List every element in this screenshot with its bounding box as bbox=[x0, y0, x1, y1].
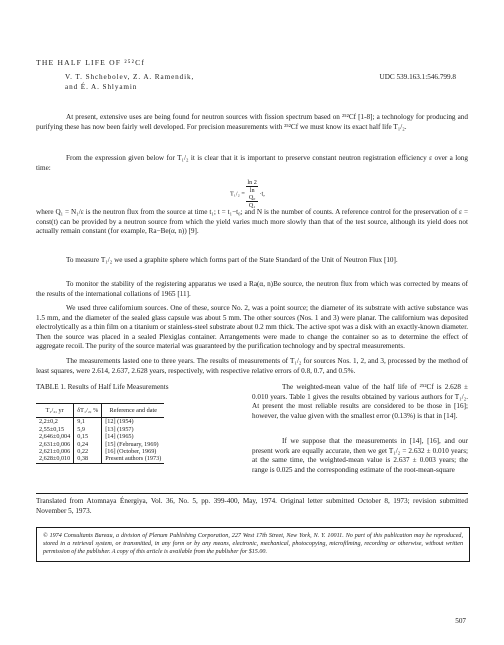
table-cell: 0,38 bbox=[74, 455, 102, 463]
table-cell: 5,9 bbox=[74, 426, 102, 433]
table-row bbox=[36, 433, 164, 440]
paragraph-intro: At present, extensive uses are being found for neutron sources with fission spectrum based on ²⁵²Cf [1-8]; a technology for producing and purifying these has now been fairly well developed. For precision measurements with ²⁵²Cf we must know its exact half life T₁/₂. bbox=[36, 113, 468, 131]
table-cell: 0,24 bbox=[74, 441, 102, 448]
table-header-cell: Reference and date bbox=[102, 404, 165, 418]
paragraph-where: where Q₁ = N₁/ε is the neutron flux from the source at time t₁; t = t₁−t₀; and N is the number of counts. A reference control for the preservation of ε = const(t) can be provided by a neutron source from which the yield varies much more slowly than that of the test source, although its yield does not actually remain constant (for example, Ra−Be(α, n)) [9]. bbox=[36, 208, 468, 236]
table-cell: [14] (1965) bbox=[102, 433, 165, 440]
table-cell: [13] (1957) bbox=[102, 426, 165, 433]
table-cell: 2,631±0,006 bbox=[39, 440, 71, 448]
table-header-cell: δT₁/₂, % bbox=[74, 404, 102, 418]
udc-code: UDC 539.163.1:546.799.8 bbox=[379, 73, 456, 81]
table-cell: 2,621±0,006 bbox=[39, 448, 71, 456]
table-header-row bbox=[36, 404, 164, 418]
paragraph-equal-accuracy: If we suppose that the measurements in [14], [16], and our present work are equally accurate, then we get T₁/₂ = 2.632 ± 0.010 years; at the same time, the weighted-mean value is 2.637 ± 0.003 years; the range is 0.025 and the corresponding estimate of the root-mean-square bbox=[252, 437, 468, 474]
authors-line-2: and É. A. Shlyamin bbox=[65, 82, 138, 91]
table-row bbox=[36, 418, 164, 426]
table-cell: [12] (1954) bbox=[102, 418, 165, 426]
formula-rhs: ·t, bbox=[259, 190, 265, 198]
paragraph-monitor: To monitor the stability of the registering apparatus we used a Ra(α, n)Be source, the neutron flux from which was corrected by means of the results of the international collations of 1965 [11]. bbox=[36, 280, 468, 298]
paragraph-weighted-mean: The weighted-mean value of the half life of ²⁵²Cf is 2.628 ± 0.010 years. Table 1 gives the results obtained by various authors for T₁/₂. At present the most reliable results are considered to be those in [16]; however, the value given with the smallest error (0.13%) is that in [14]. bbox=[252, 383, 468, 420]
formula-numerator: ln 2 bbox=[247, 179, 257, 186]
formula-den-prefix: ln bbox=[249, 187, 255, 194]
formula-denominator bbox=[246, 187, 257, 209]
paragraph-sources: We used three californium sources. One of these, source No. 2, was a point source; the diameter of its substrate with active substance was 1.5 mm, and the diameter of the sealed glass capsule was about 5 mm. The other sources (Nos. 1 and 3) were planar. The californium was deposited electrolytically as a thin film on a titanium or stainless-steel substrate about 0.2 mm thick. The active spot was a disk with an exactly-known diameter. Then the source was placed in a sealed Plexiglas container. Arrangements were made to change the container so as to determine the effect of aggregate recoil. The purity of the source material was guaranteed by the purification technology and by spectral measurements. bbox=[36, 304, 469, 351]
authors-line-1: V. T. Shchebolev, Z. A. Ramendik, bbox=[65, 73, 195, 81]
formula-flux-q1: Q₁ bbox=[248, 202, 256, 209]
table-cell: 2,628±0,010 bbox=[36, 455, 74, 463]
table-cell: 2,2±0,2 bbox=[39, 418, 58, 426]
footnote-divider bbox=[36, 493, 468, 494]
half-life-table bbox=[36, 403, 164, 464]
paragraph-measurements: The measurements lasted one to three years. The results of measurements of T₁/₂ for sources Nos. 1, 2, and 3, processed by the method of least squares, were 2.614, 2.637, 2.628 years, respectively, with respective relative errors of 0.8, 0.7, and 0.5%. bbox=[36, 357, 468, 375]
table-cell: 2,55±0,15 bbox=[39, 425, 65, 433]
translation-note: Translated from Atomnaya Énergiya, Vol. 36, No. 5, pp. 399-400, May, 1974. Original letter submitted October 8, 1973; revision submitted November 5, 1973. bbox=[36, 497, 468, 515]
page-number: 507 bbox=[455, 617, 466, 625]
copyright-text: © 1974 Consultants Bureau, a division of Plenum Publishing Corporation, 227 West 17th Street, New York, N. Y. 10011. No part of this publication may be reproduced, stored in a retrieval system, or transmitted, in any form or by any means, electronic, mechanical, photocopying, microfilming, recording or otherwise, without written permission of the publisher. A copy of this article is available from the publisher for $15.00. bbox=[43, 533, 463, 555]
table-cell: 0,22 bbox=[74, 448, 102, 455]
table-cell: 2,646±0,004 bbox=[39, 433, 71, 441]
formula-fraction bbox=[246, 179, 257, 209]
table-row bbox=[36, 448, 164, 455]
table-cell: [15] (February, 1969) bbox=[102, 441, 165, 448]
author-list bbox=[65, 73, 194, 92]
copyright-box bbox=[36, 527, 470, 562]
table-caption: TABLE 1. Results of Half Life Measurements bbox=[36, 383, 169, 391]
table-cell: Present authors (1973) bbox=[102, 455, 165, 463]
formula-flux-q0: Q₀ bbox=[246, 194, 257, 202]
table-cell: [16] (October, 1969) bbox=[102, 448, 165, 455]
article-title: THE HALF LIFE OF ²⁵²Cf bbox=[36, 58, 146, 67]
table-header-cell: T₁/₂, yr bbox=[36, 404, 74, 418]
table-row bbox=[36, 455, 164, 463]
half-life-formula bbox=[230, 179, 265, 209]
table-cell: 0,15 bbox=[74, 433, 102, 440]
paragraph-graphite: To measure T₁/₂ we used a graphite sphere which forms part of the State Standard of the Unit of Neutron Flux [10]. bbox=[66, 256, 398, 264]
formula-lhs: T₁/₂ = bbox=[230, 190, 245, 198]
table-cell: 9,1 bbox=[74, 418, 102, 426]
formula-flux-ratio bbox=[246, 194, 257, 209]
paragraph-expression: From the expression given below for T₁/₂ it is clear that it is important to preserve constant neutron registration efficiency ε over a long time: bbox=[36, 154, 468, 172]
table-row bbox=[36, 426, 164, 433]
table-row bbox=[36, 441, 164, 448]
